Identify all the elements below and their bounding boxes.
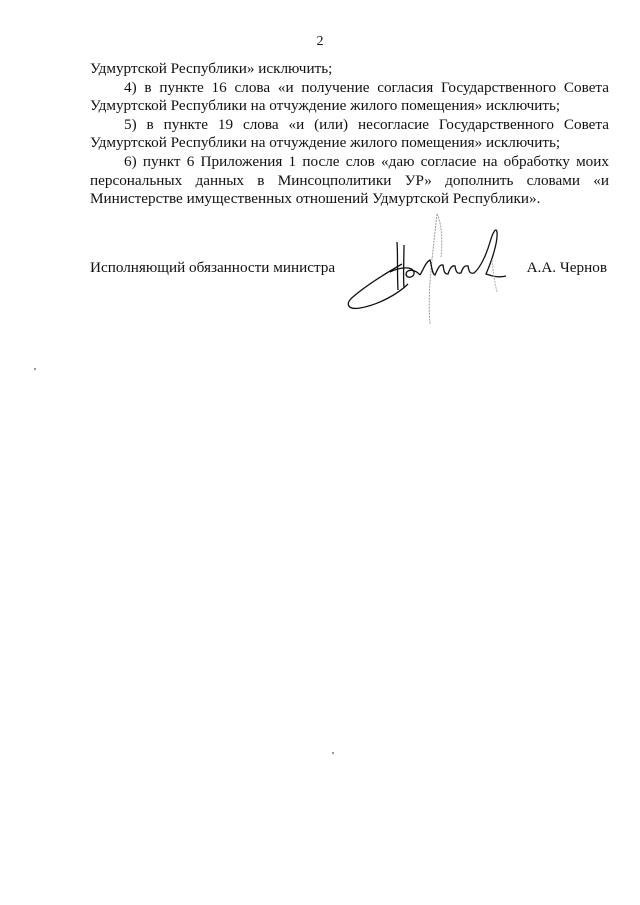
page-number: 2 <box>316 34 324 49</box>
document-body <box>90 60 609 209</box>
paragraph-item-6: 6) пункт 6 Приложения 1 после слов «даю согласие на обработку моих персональных данных в Минсоцполитики УР» дополнить словами «и Министерстве имущественных отношений Удмуртской Республики». <box>90 152 609 208</box>
signatory-name: А.А. Чернов <box>526 259 607 276</box>
signature-icon <box>340 212 515 327</box>
scan-speck <box>332 752 334 754</box>
paragraph-continuation: Удмуртской Республики» исключить; <box>90 60 333 77</box>
paragraph-item-4: 4) в пункте 16 слова «и получение согласия Государственного Совета Удмуртской Республики на отчуждение жилого помещения» исключить; <box>90 78 609 115</box>
scan-speck <box>34 368 36 370</box>
signatory-title: Исполняющий обязанности министра <box>90 259 336 276</box>
paragraph-item-5: 5) в пункте 19 слова «и (или) несогласие Государственного Совета Удмуртской Республики на отчуждение жилого помещения» исключить; <box>90 115 609 152</box>
